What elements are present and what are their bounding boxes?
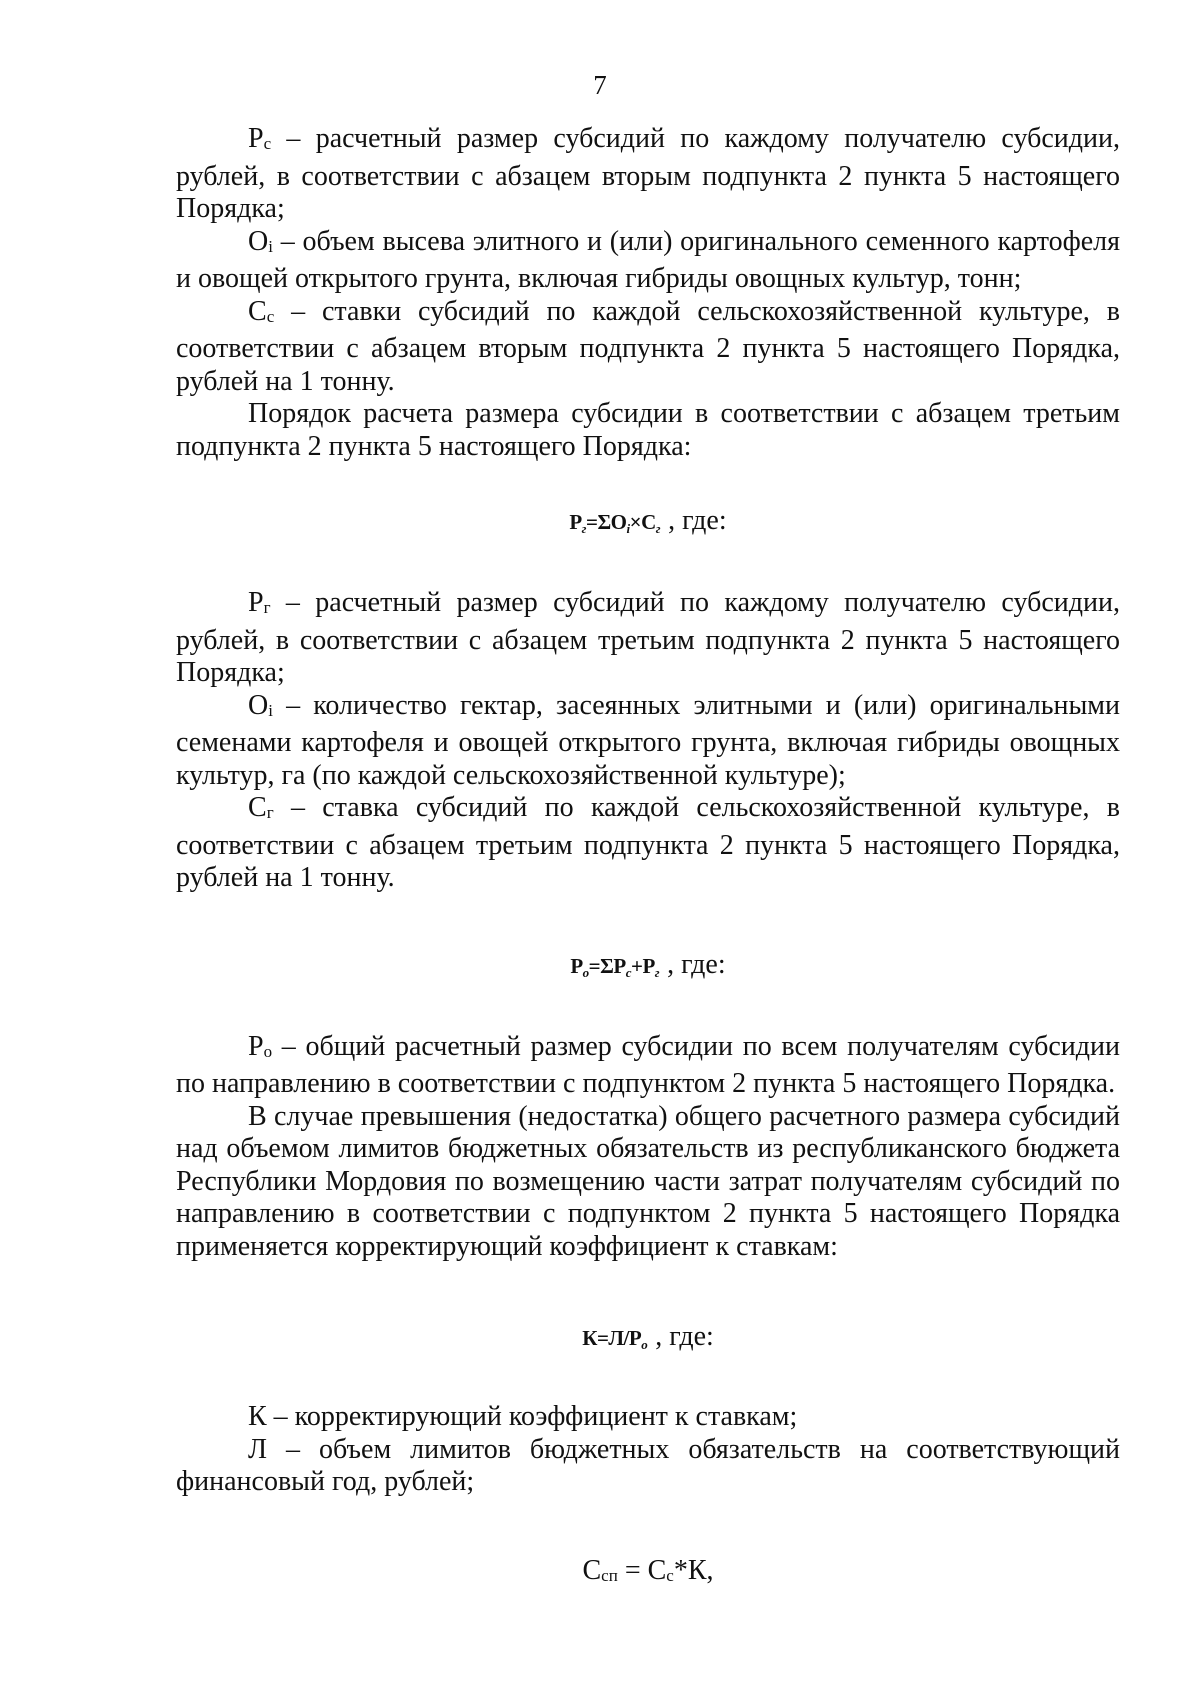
paragraph: $О_i$ – количество гектар, засеянных элитными и (или) оригинальными семенами картофеля и овощей открытого грунта, включая гибриды овощных культур, га (по каждой сельскохозяйственной культуре);	[176, 689, 1120, 791]
paragraph: $Р_г$ – расчетный размер субсидий по каждому получателю субсидии, рублей, в соответствии с абзацем третьим подпункта 2 пункта 5 настоящего Порядка;	[176, 587, 1120, 688]
symbol: $Р_о$	[248, 1030, 273, 1062]
paragraph: $С_с$ – ставки субсидий по каждой сельскохозяйственной культуре, в соответствии с абзацем вторым подпункта 2 пункта 5 настоящего Порядка, рублей на 1 тонну.	[176, 295, 1120, 397]
symbol: $Р_с$	[248, 123, 272, 154]
definitions-block-c	[176, 1031, 1120, 1264]
paragraph: К – корректирующий коэффициент к ставкам;	[248, 1401, 798, 1432]
formula-pr: $Р_г=\Sigma О_i\times С_г$ , где:	[569, 505, 727, 536]
paragraph: $С_г$ – ставка субсидий по каждой сельскохозяйственной культуре, в соответствии с абзацем третьим подпункта 2 пункта 5 настоящего Порядка, рублей на 1 тонну.	[176, 792, 1120, 893]
formula-po: $Р_о=\Sigma Р_с+Р_г$ , где:	[570, 948, 726, 980]
symbol: $О_i$	[248, 689, 273, 721]
paragraph: В случае превышения (недостатка) общего расчетного размера субсидий над объемом лимитов бюджетных обязательств из республиканского бюджета Республики Мордовия по возмещению части затрат получателям субсидий по направлению в соответствии с подпунктом 2 пункта 5 настоящего Порядка применяется корректирующий коэффициент к ставкам:	[176, 1100, 1120, 1262]
symbol: $О_i$	[248, 225, 273, 257]
document-body	[176, 123, 1120, 1592]
formula-csp: $С_{сп} = С_с*К$,	[582, 1554, 714, 1586]
definitions-block-d	[176, 1401, 1120, 1499]
symbol: $Р_г$	[248, 587, 271, 618]
page-number: 7	[593, 70, 607, 100]
paragraph: $Р_о$ – общий расчетный размер субсидии по всем получателям субсидии по направлению в соответствии с подпунктом 2 пункта 5 настоящего Порядка.	[176, 1030, 1120, 1099]
symbol: $С_г$	[248, 792, 274, 823]
formula-k: $К=Л/Р_о$ , где:	[582, 1321, 714, 1352]
definitions-block-a	[176, 123, 1120, 463]
paragraph: $Р_с$ – расчетный размер субсидий по каждому получателю субсидии, рублей, в соответствии с абзацем вторым подпункта 2 пункта 5 настоящего Порядка;	[176, 123, 1120, 224]
paragraph: Л – объем лимитов бюджетных обязательств на соответствующий финансовый год, рублей;	[176, 1433, 1120, 1497]
paragraph: $О_i$ – объем высева элитного и (или) оригинального семенного картофеля и овощей открытого грунта, включая гибриды овощных культур, тонн;	[176, 225, 1120, 294]
symbol: $С_с$	[248, 295, 275, 327]
definitions-block-b	[176, 587, 1120, 895]
paragraph: Порядок расчета размера субсидии в соответствии с абзацем третьим подпункта 2 пункта 5 настоящего Порядка:	[176, 398, 1120, 462]
